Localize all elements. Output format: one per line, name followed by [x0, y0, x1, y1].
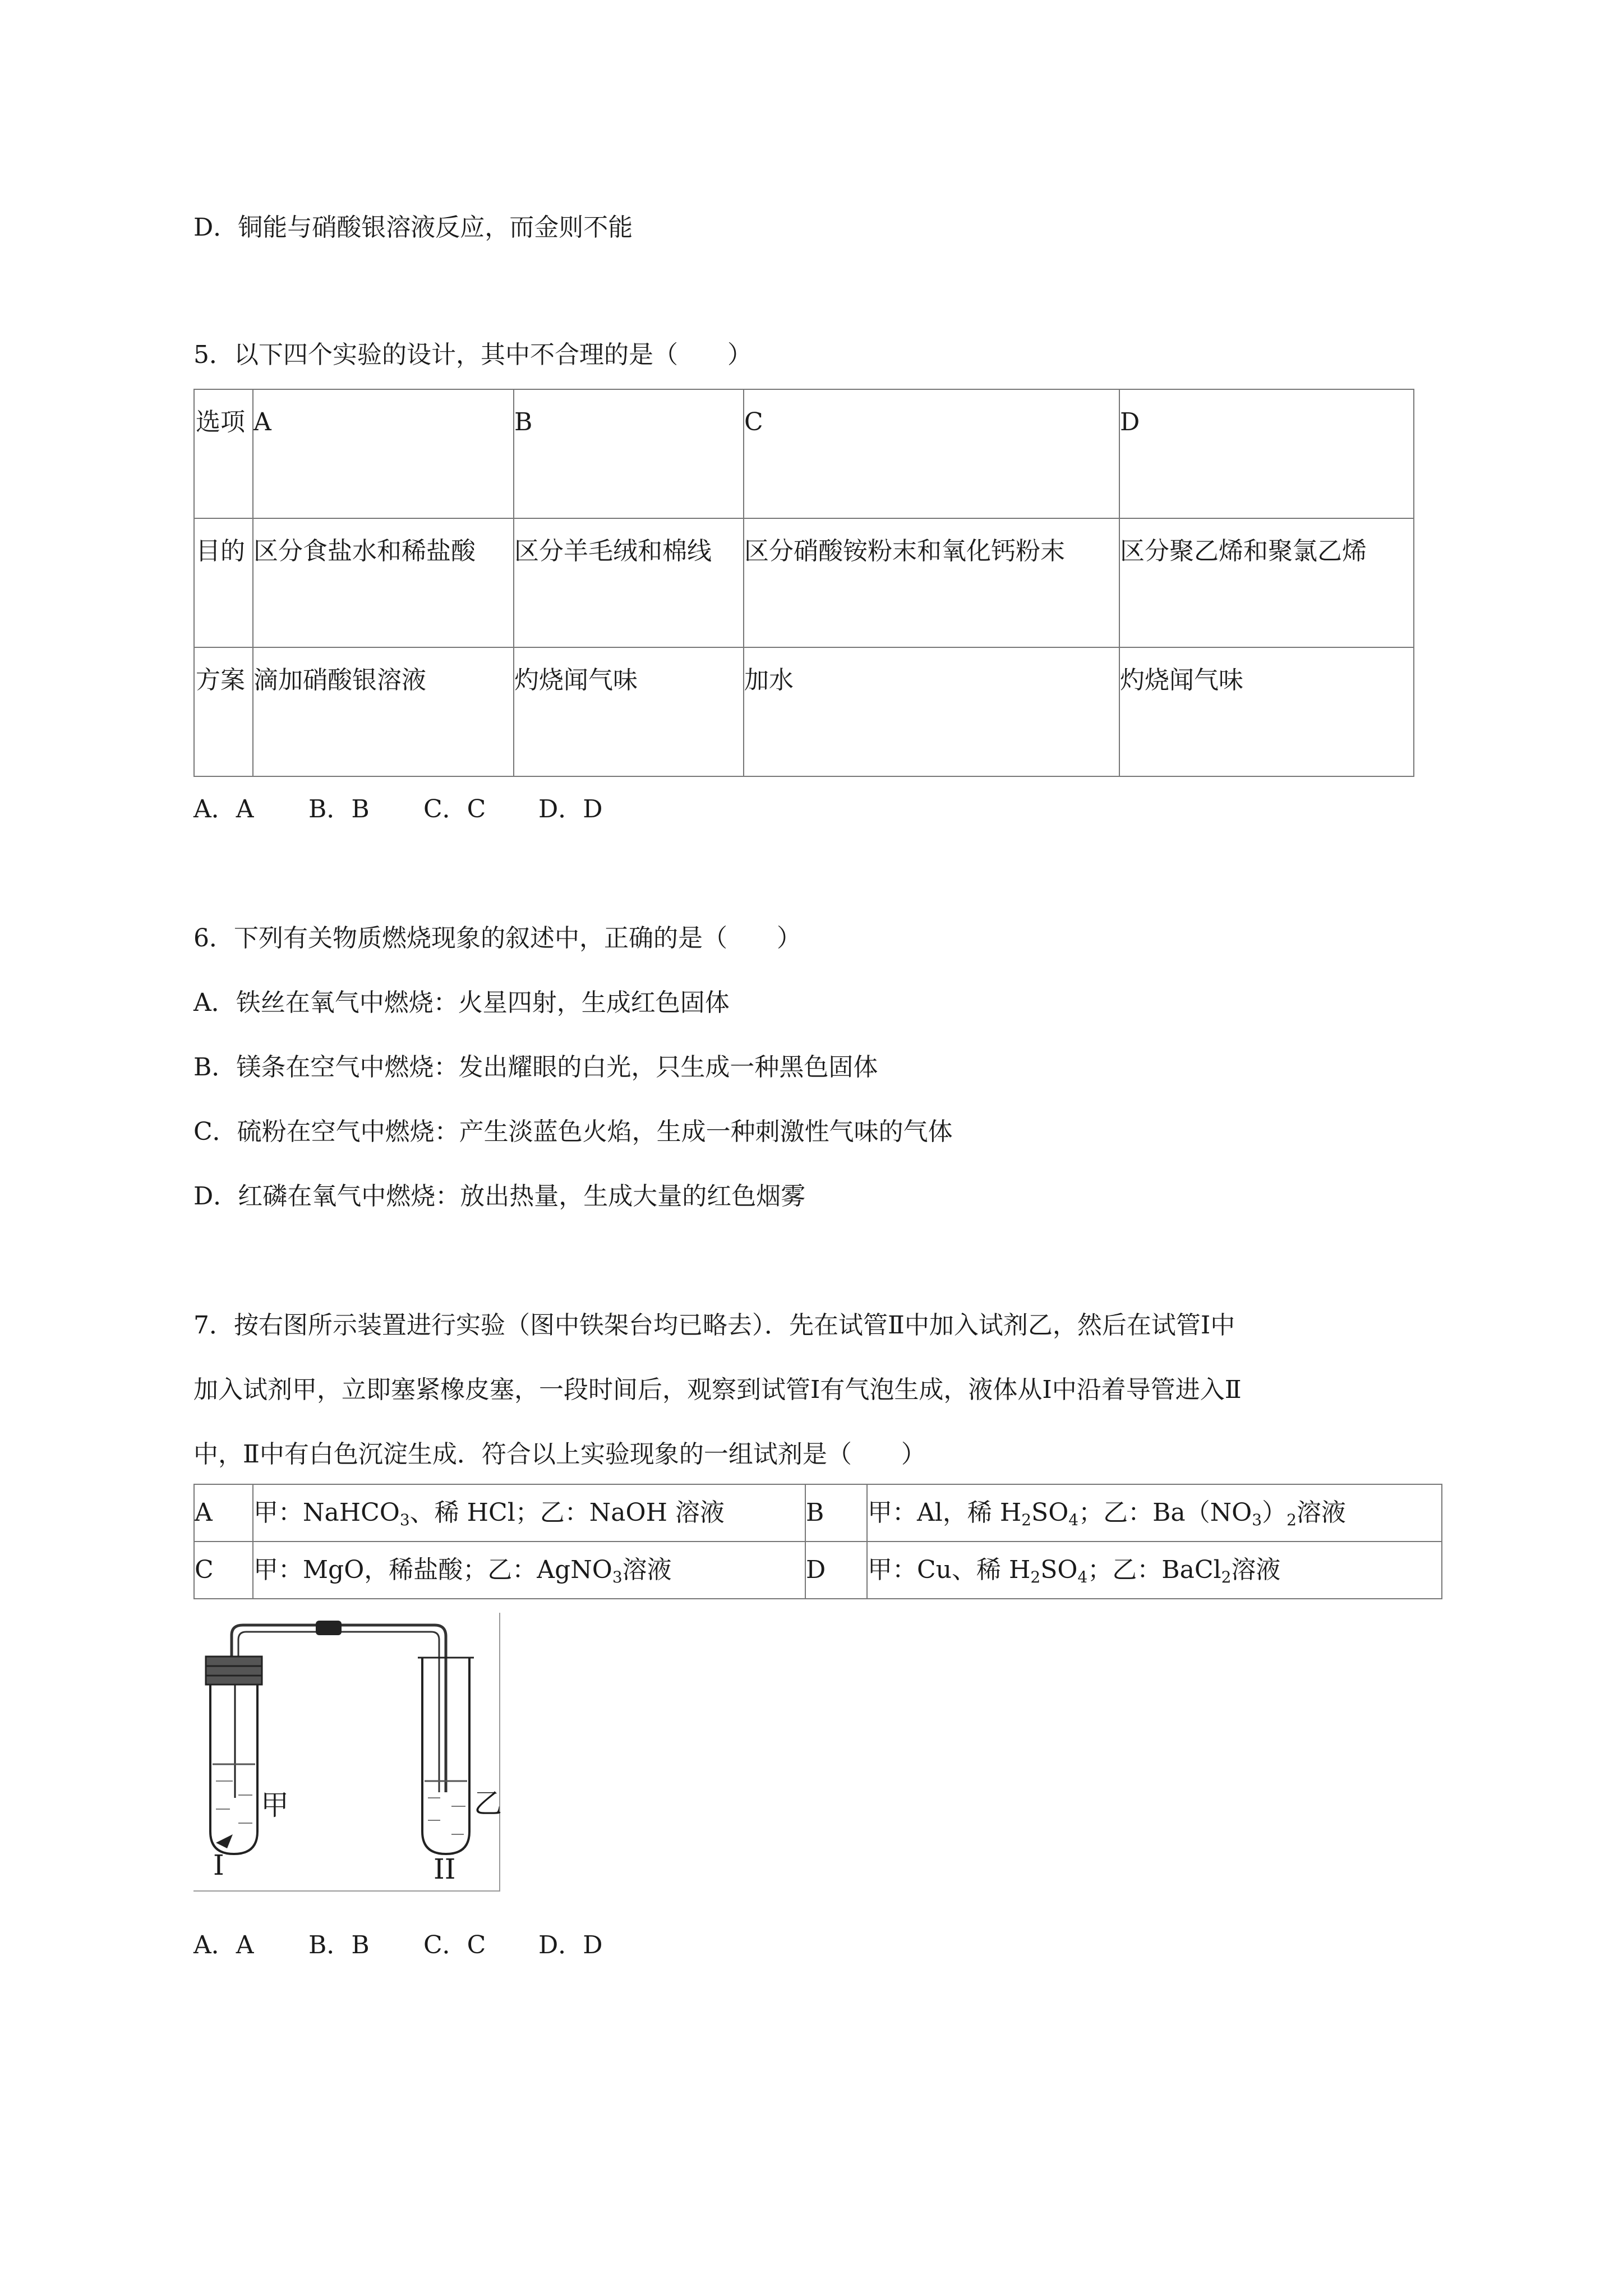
q7-choice-a[interactable]: A．A [193, 1931, 254, 1959]
solid-reagent [216, 1834, 233, 1848]
label-tube-ii: II [434, 1853, 456, 1885]
q5-cell: 灼烧闻气味 [1119, 647, 1414, 776]
q6-option-b[interactable]: B．镁条在空气中燃烧：发出耀眼的白光，只生成一种黑色固体 [193, 1053, 878, 1082]
q5-cell: 区分硝酸铵粉末和氧化钙粉末 [744, 518, 1119, 647]
q6-option-a[interactable]: A．铁丝在氧气中燃烧：火星四射，生成红色固体 [193, 988, 730, 1017]
q5-cell: 滴加硝酸银溶液 [253, 647, 514, 776]
q5-stem: 5．以下四个实验的设计，其中不合理的是（ ） [193, 341, 752, 369]
q7-cell-c: 甲：MgO，稀盐酸；乙：AgNO$_3$溶液 [253, 1542, 805, 1599]
label-reagent-yi: 乙 [474, 1787, 502, 1820]
q7-choice-d[interactable]: D．D [538, 1931, 603, 1959]
q7-table [193, 1484, 1442, 1599]
q7-label-b: B [805, 1484, 867, 1542]
q5-head-plan: 方案 [194, 647, 253, 776]
q5-choice-a[interactable]: A．A [193, 795, 254, 823]
q7-label-a: A [194, 1484, 253, 1542]
q5-table [193, 389, 1414, 777]
q5-cell: 区分食盐水和稀盐酸 [253, 518, 514, 647]
q5-cell: B [514, 389, 744, 518]
q5-cell: C [744, 389, 1119, 518]
q7-cell-a: 甲：NaHCO$_3$、稀 HCl；乙：NaOH 溶液 [253, 1484, 805, 1542]
q7-row-cd [194, 1542, 1442, 1599]
connecting-tube [232, 1625, 446, 1792]
q7-apparatus-figure [193, 1613, 500, 1892]
q5-cell: 区分聚乙烯和聚氯乙烯 [1119, 518, 1414, 647]
q5-choice-b[interactable]: B．B [308, 795, 370, 823]
q6-option-d[interactable]: D．红磷在氧气中燃烧：放出热量，生成大量的红色烟雾 [193, 1182, 806, 1211]
q5-row-purpose [194, 518, 1414, 647]
q5-cell: 区分羊毛绒和棉线 [514, 518, 744, 647]
q5-head-purpose: 目的 [194, 518, 253, 647]
q5-cell: 灼烧闻气味 [514, 647, 744, 776]
q5-cell: A [253, 389, 514, 518]
q6-stem: 6．下列有关物质燃烧现象的叙述中，正确的是（ ） [193, 924, 801, 953]
q5-choice-d[interactable]: D．D [538, 795, 603, 823]
q7-choices [193, 1930, 603, 1961]
rubber-stopper [206, 1657, 262, 1685]
q5-head-option: 选项 [194, 389, 253, 518]
q7-row-ab [194, 1484, 1442, 1542]
test-tube-i [210, 1685, 257, 1854]
rubber-joint [316, 1621, 342, 1635]
q6-option-c[interactable]: C．硫粉在空气中燃烧：产生淡蓝色火焰，生成一种刺激性气味的气体 [193, 1117, 953, 1146]
q5-choice-c[interactable]: C．C [423, 795, 486, 823]
q7-label-d: D [805, 1542, 867, 1599]
q4-option-d: D．铜能与硝酸银溶液反应，而金则不能 [193, 213, 633, 242]
q5-row-option [194, 389, 1414, 518]
apparatus-drawing [193, 1613, 499, 1890]
q7-label-c: C [194, 1542, 253, 1599]
q5-cell: 加水 [744, 647, 1119, 776]
q5-row-plan [194, 647, 1414, 776]
q7-cell-b: 甲：Al，稀 $H_2SO_4$；乙：$Ba(NO_3)_2$溶液 [867, 1484, 1442, 1542]
q7-stem-line3: 中，Ⅱ中有白色沉淀生成．符合以上实验现象的一组试剂是（ ） [193, 1440, 926, 1469]
connecting-tube-inner [238, 1632, 439, 1792]
label-reagent-jia: 甲 [261, 1789, 289, 1821]
q5-choices [193, 794, 603, 825]
q7-stem-line2: 加入试剂甲，立即塞紧橡皮塞，一段时间后，观察到试管Ⅰ有气泡生成，液体从Ⅰ中沿着导管进入Ⅱ [193, 1375, 1242, 1404]
label-tube-i: I [213, 1849, 224, 1881]
q7-choice-b[interactable]: B．B [308, 1931, 370, 1959]
q5-cell: D [1119, 389, 1414, 518]
q7-stem-line1: 7．按右图所示装置进行实验（图中铁架台均已略去）．先在试管Ⅱ中加入试剂乙，然后在试管Ⅰ中 [193, 1311, 1235, 1340]
q7-cell-d: 甲：Cu、稀 $H_2SO_4$；乙：BaCl$_2$溶液 [867, 1542, 1442, 1599]
q7-choice-c[interactable]: C．C [423, 1931, 486, 1959]
